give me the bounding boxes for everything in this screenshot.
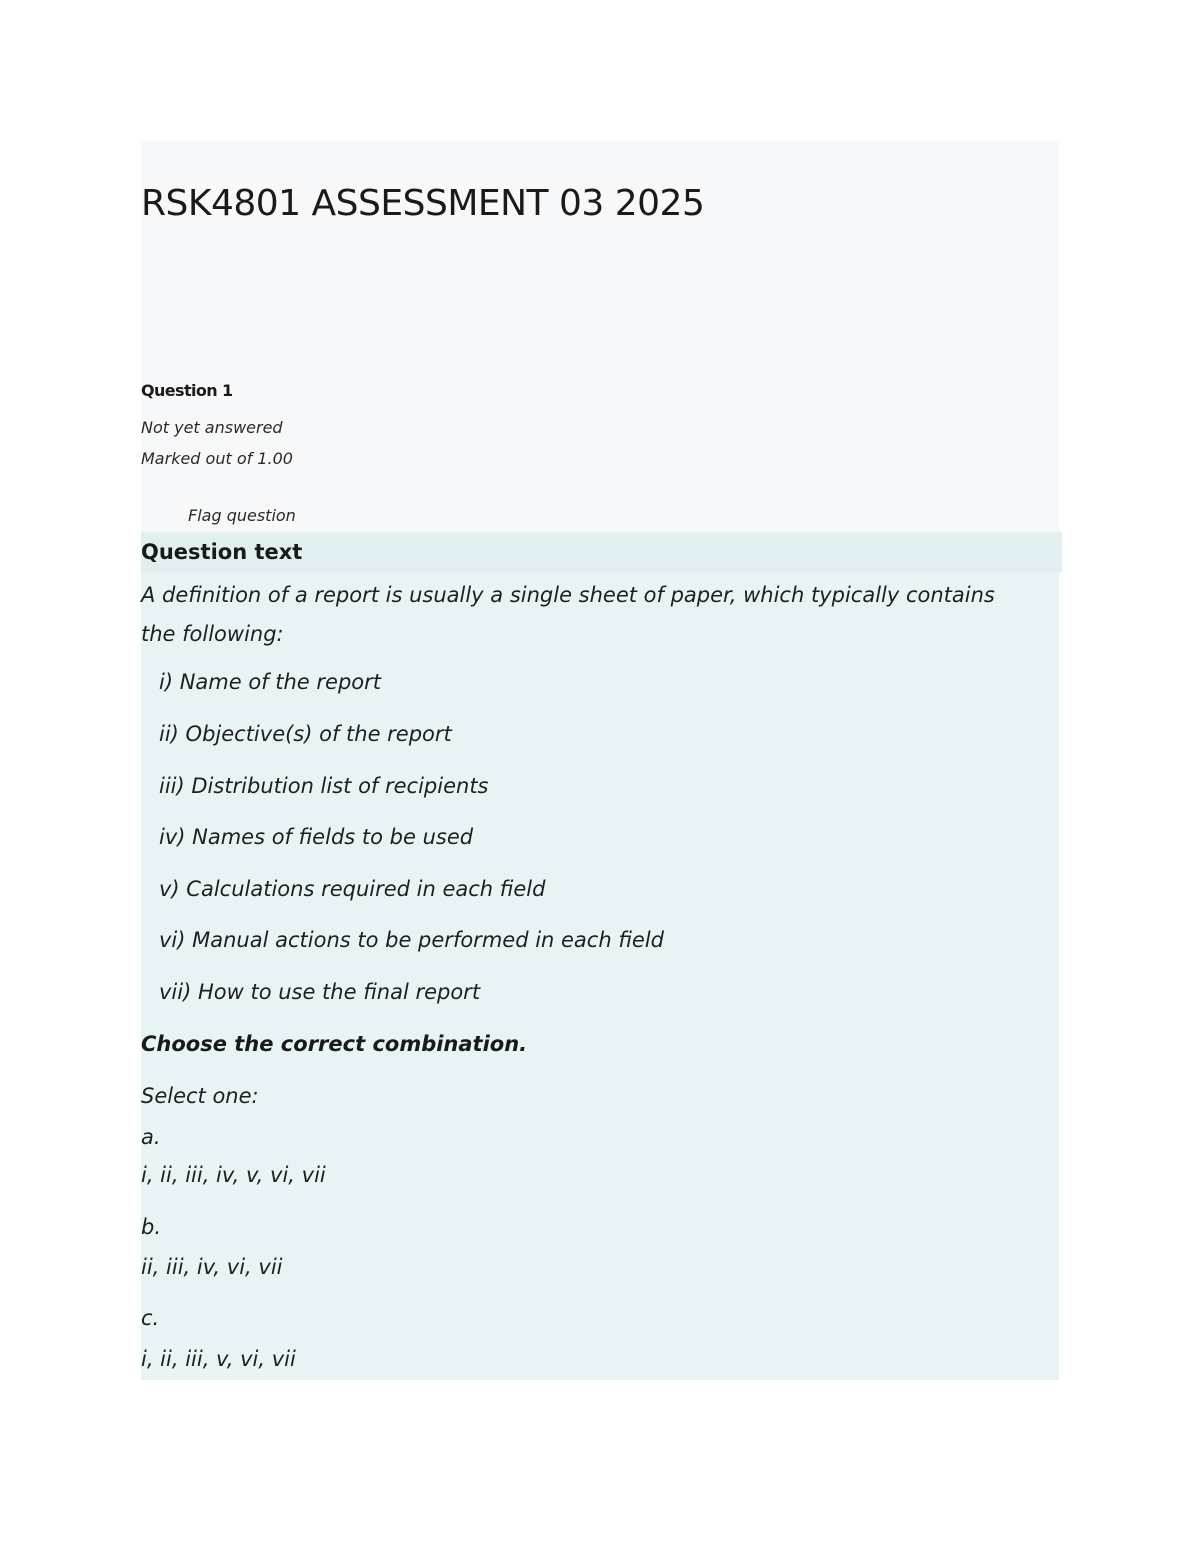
option-text[interactable]: i, ii, iii, iv, v, vi, vii	[141, 1163, 326, 1187]
select-one-prompt: Select one:	[141, 1084, 259, 1108]
option-text[interactable]: ii, iii, iv, vi, vii	[141, 1255, 283, 1279]
list-item: ii) Objective(s) of the report	[159, 722, 452, 746]
question-content-panel	[141, 532, 1059, 1380]
list-item: vi) Manual actions to be performed in each field	[159, 928, 664, 952]
option-letter[interactable]: c.	[141, 1306, 160, 1330]
list-item: i) Name of the report	[159, 670, 381, 694]
option-text[interactable]: i, ii, iii, v, vi, vii	[141, 1347, 296, 1371]
list-item: iv) Names of fields to be used	[159, 825, 474, 849]
list-item: iii) Distribution list of recipients	[159, 774, 489, 798]
flag-question-link[interactable]: Flag question	[188, 506, 296, 525]
question-grade: Marked out of 1.00	[141, 449, 293, 468]
question-intro: A definition of a report is usually a single sheet of paper, which typically contains the following:	[141, 583, 995, 646]
option-letter[interactable]: a.	[141, 1125, 161, 1149]
question-text-heading: Question text	[141, 540, 303, 564]
question-instruction: Choose the correct combination.	[141, 1032, 528, 1056]
question-state: Not yet answered	[141, 418, 283, 437]
document-title: RSK4801 ASSESSMENT 03 2025	[141, 183, 705, 224]
list-item: vii) How to use the final report	[159, 980, 481, 1004]
question-number: Question 1	[141, 381, 233, 400]
option-letter[interactable]: b.	[141, 1215, 162, 1239]
list-item: v) Calculations required in each field	[159, 877, 546, 901]
